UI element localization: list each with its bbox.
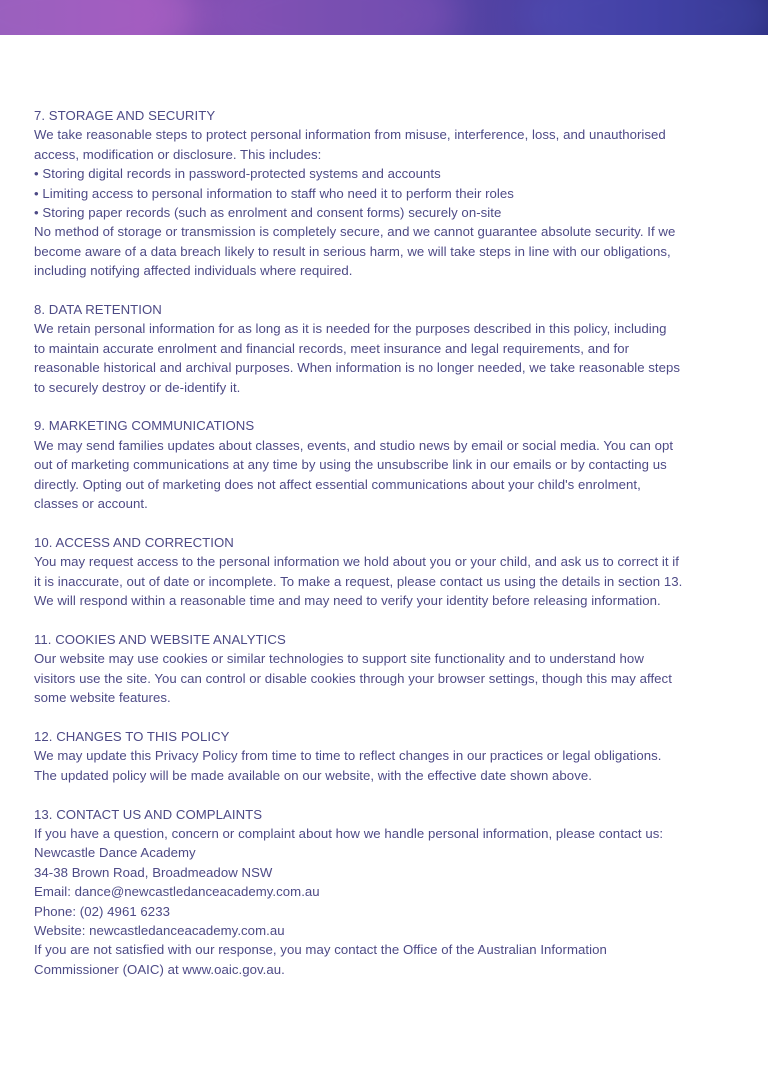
paragraph-line: You may request access to the personal information we hold about you or your child, and ask us to correct it if	[34, 554, 679, 570]
paragraph-line: We may send families updates about classes, events, and studio news by email or social media. You can opt	[34, 437, 674, 453]
section-title: 12. CHANGES TO THIS POLICY	[34, 728, 230, 744]
section-access-and-correction	[34, 533, 746, 611]
paragraph-line: We may update this Privacy Policy from time to time to reflect changes in our practices or legal obligations.	[34, 748, 662, 764]
banner-glow	[0, 0, 200, 35]
section-changes-to-this-policy	[34, 727, 746, 785]
section-marketing-communications	[34, 416, 746, 513]
paragraph-line: Our website may use cookies or similar technologies to support site functionality and to understand how	[34, 651, 644, 667]
bullet-item: • Storing paper records (such as enrolment and consent forms) securely on-site	[34, 205, 502, 221]
section-title: 13. CONTACT US AND COMPLAINTS	[34, 806, 263, 822]
section-title: 7. STORAGE AND SECURITY	[34, 108, 216, 123]
postal-address: 34-38 Brown Road, Broadmeadow NSW	[34, 864, 273, 880]
paragraph-line: access, modification or disclosure. This includes:	[34, 146, 322, 162]
section-data-retention	[34, 300, 746, 397]
paragraph-line: some website features.	[34, 690, 171, 706]
paragraph-line: to maintain accurate enrolment and financial records, meet insurance and legal requirements, and for	[34, 340, 630, 356]
paragraph-line: directly. Opting out of marketing does not affect essential communications about your child's enrolment,	[34, 476, 641, 492]
paragraph-line: become aware of a data breach likely to result in serious harm, we will take steps in line with our obligations,	[34, 243, 671, 259]
paragraph-line: classes or account.	[34, 496, 148, 512]
paragraph-line: reasonable historical and archival purposes. When information is no longer needed, we take reasonable steps	[34, 360, 681, 376]
header-gradient-banner	[0, 0, 768, 35]
paragraph-line: We will respond within a reasonable time and may need to verify your identity before releasing information.	[34, 593, 661, 609]
section-title: 11. COOKIES AND WEBSITE ANALYTICS	[34, 631, 286, 647]
paragraph-line: No method of storage or transmission is completely secure, and we cannot guarantee absolute security. If we	[34, 224, 676, 240]
banner-glow	[520, 0, 768, 35]
phone-contact: Phone: (02) 4961 6233	[34, 903, 170, 919]
organisation-name: Newcastle Dance Academy	[34, 845, 196, 861]
section-title: 9. MARKETING COMMUNICATIONS	[34, 418, 255, 434]
bullet-item: • Limiting access to personal information to staff who need it to perform their roles	[34, 185, 514, 201]
section-title: 8. DATA RETENTION	[34, 302, 162, 318]
paragraph-line: We take reasonable steps to protect personal information from misuse, interference, loss, and unauthorised	[34, 127, 666, 143]
paragraph-line: The updated policy will be made available on our website, with the effective date shown above.	[34, 767, 592, 783]
section-contact-us-and-complaints	[34, 805, 746, 980]
paragraph-line: If you are not satisfied with our response, you may contact the Office of the Australian Information	[34, 942, 607, 958]
paragraph-line: to securely destroy or de-identify it.	[34, 379, 241, 395]
bullet-item: • Storing digital records in password-protected systems and accounts	[34, 166, 441, 182]
section-storage-and-security	[34, 106, 746, 281]
section-cookies-and-website-analytics	[34, 630, 746, 708]
website-contact: Website: newcastledanceacademy.com.au	[34, 922, 285, 938]
paragraph-line: it is inaccurate, out of date or incomplete. To make a request, please contact us using the details in section 13.	[34, 573, 683, 589]
paragraph-line: Commissioner (OAIC) at www.oaic.gov.au.	[34, 961, 285, 977]
section-title: 10. ACCESS AND CORRECTION	[34, 534, 234, 550]
paragraph-line: out of marketing communications at any time by using the unsubscribe link in our emails or by contacting us	[34, 457, 667, 473]
banner-glow	[200, 0, 460, 35]
email-contact: Email: dance@newcastledanceacademy.com.au	[34, 884, 320, 900]
paragraph-line: including notifying affected individuals where required.	[34, 263, 353, 279]
paragraph-line: We retain personal information for as long as it is needed for the purposes described in this policy, including	[34, 321, 667, 337]
policy-body	[34, 106, 746, 999]
paragraph-line: If you have a question, concern or complaint about how we handle personal information, please contact us:	[34, 825, 664, 841]
paragraph-line: visitors use the site. You can control or disable cookies through your browser settings, though this may affect	[34, 670, 672, 686]
